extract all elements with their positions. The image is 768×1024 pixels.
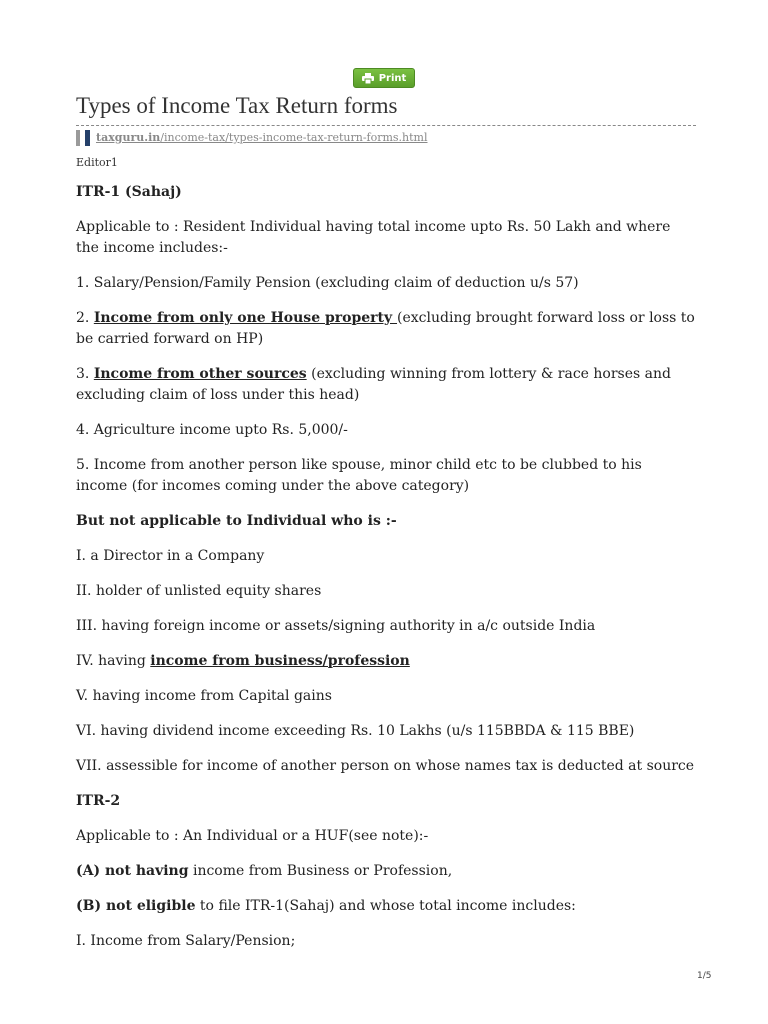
not-applicable-heading: But not applicable to Individual who is :-	[76, 513, 397, 529]
exclusion-6: VI. having dividend income exceeding Rs. 10 Lakhs (u/s 115BBDA & 115 BBE)	[76, 723, 635, 739]
itr1-item-3: 3. Income from other sources (excluding winning from lottery & race horses and excluding claim of loss under this head)	[76, 366, 671, 403]
itr2-condition-a: (A) not having income from Business or Profession,	[76, 863, 453, 879]
exclusion-4: IV. having income from business/profession	[76, 653, 410, 669]
page-title: Types of Income Tax Return forms	[76, 93, 398, 118]
source-path: /income-tax/types-income-tax-return-forms.html	[160, 131, 428, 144]
print-label: Print	[378, 72, 407, 84]
exclusion-3: III. having foreign income or assets/signing authority in a/c outside India	[76, 618, 596, 634]
house-property-link[interactable]: Income from only one House property	[93, 310, 398, 326]
title-divider	[76, 125, 696, 126]
itr2-condition-b: (B) not eligible to file ITR-1(Sahaj) and whose total income includes:	[76, 898, 576, 914]
itr1-item-2: 2. Income from only one House property (excluding brought forward loss or loss to be carried forward on HP)	[76, 310, 695, 347]
source-link[interactable]	[96, 131, 428, 144]
business-profession-link[interactable]: income from business/profession	[150, 653, 410, 669]
itr1-item-4: 4. Agriculture income upto Rs. 5,000/-	[76, 422, 348, 438]
itr1-item-1: 1. Salary/Pension/Family Pension (excluding claim of deduction u/s 57)	[76, 275, 579, 291]
exclusion-1: I. a Director in a Company	[76, 548, 265, 564]
author-name: Editor1	[76, 156, 118, 169]
exclusion-2: II. holder of unlisted equity shares	[76, 583, 322, 599]
source-domain: taxguru.in	[96, 131, 161, 144]
source-marker-blue	[85, 130, 90, 146]
itr1-item-5: 5. Income from another person like spouse, minor child etc to be clubbed to his income (for incomes coming under the above category)	[76, 457, 642, 494]
exclusion-7: VII. assessible for income of another person on whose names tax is deducted at source	[76, 758, 695, 774]
other-sources-link[interactable]: Income from other sources	[93, 366, 307, 382]
print-button[interactable]	[353, 68, 415, 88]
itr2-income-1: I. Income from Salary/Pension;	[76, 933, 296, 949]
page-number: 1/5	[697, 971, 712, 981]
itr1-applicable: Applicable to : Resident Individual having total income upto Rs. 50 Lakh and where the income includes:-	[76, 219, 671, 256]
itr2-applicable: Applicable to : An Individual or a HUF(see note):-	[76, 828, 429, 844]
itr1-heading: ITR-1 (Sahaj)	[76, 184, 182, 200]
exclusion-5: V. having income from Capital gains	[76, 688, 332, 704]
article-body	[76, 182, 696, 952]
source-marker-grey	[76, 130, 80, 146]
itr2-heading: ITR-2	[76, 793, 121, 809]
printer-icon	[362, 73, 374, 84]
